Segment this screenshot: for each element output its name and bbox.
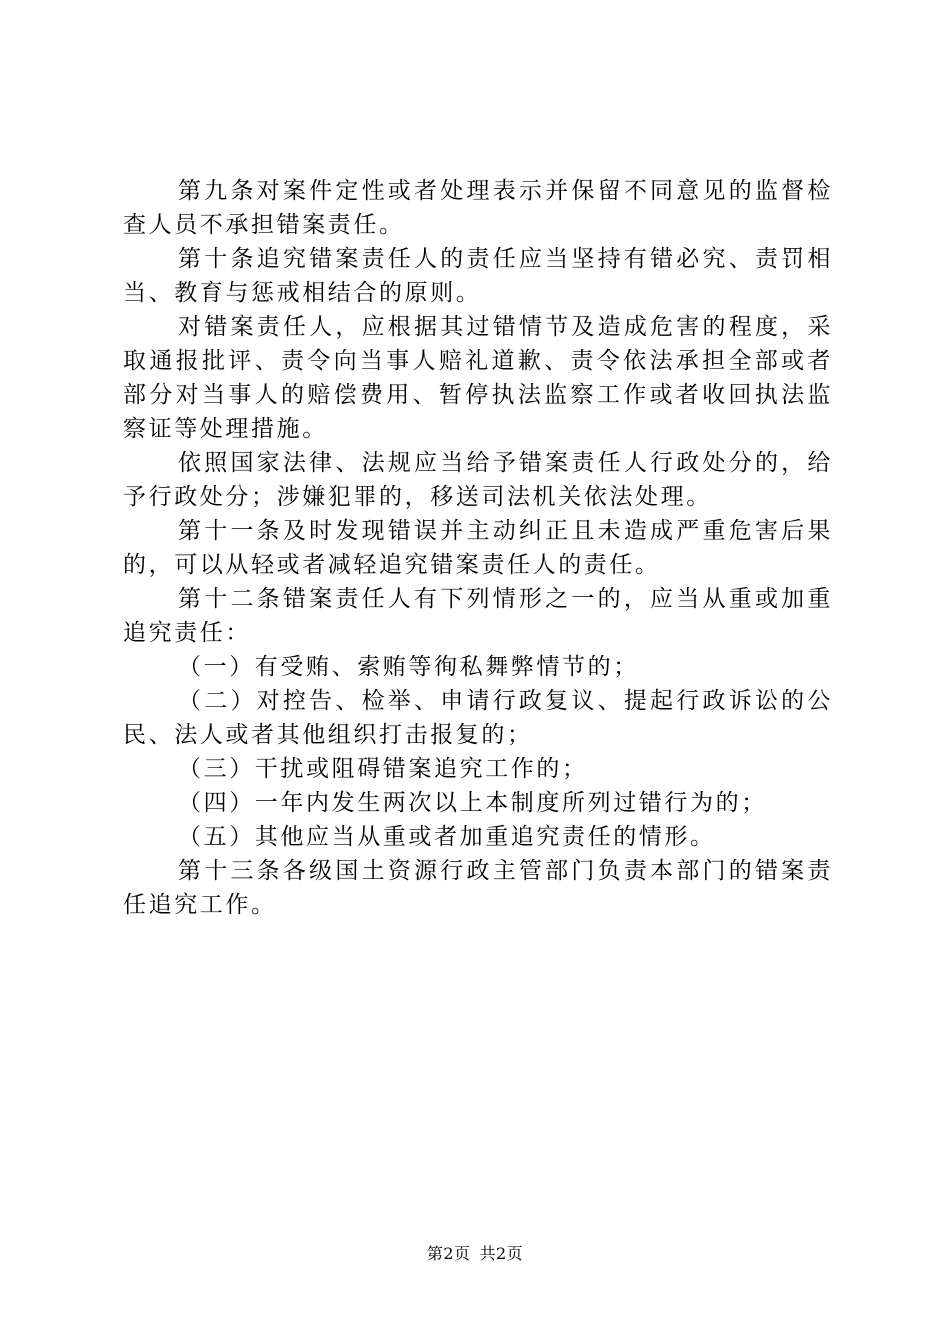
paragraph-penalty-measures: 对错案责任人，应根据其过错情节及造成危害的程度，采取通报批评、责令向当事人赔礼道歉、责令依法承担全部或者部分对当事人的赔偿费用、暂停执法监察工作或者收回执法监察证等处理措施。 [123,314,833,442]
paragraph-article-9: 第九条对案件定性或者处理表示并保留不同意见的监督检查人员不承担错案责任。 [123,178,833,238]
paragraph-administrative-sanction: 依照国家法律、法规应当给予错案责任人行政处分的，给予行政处分；涉嫌犯罪的，移送司法机关依法处理。 [123,450,833,510]
paragraph-article-10: 第十条追究错案责任人的责任应当坚持有错必究、责罚相当、教育与惩戒相结合的原则。 [123,246,833,306]
page-footer [0,1244,950,1264]
list-item-5: （五）其他应当从重或者加重追究责任的情形。 [178,824,716,850]
list-item-4: （四）一年内发生两次以上本制度所列过错行为的； [178,790,767,816]
document-body [123,174,833,922]
page-total: 共2页 [479,1244,524,1263]
list-item-1: （一）有受贿、索贿等徇私舞弊情节的； [178,654,639,680]
paragraph-article-12: 第十二条错案责任人有下列情形之一的，应当从重或加重追究责任： [123,586,833,646]
page-number: 第2页 [426,1244,471,1263]
list-item-2: （二）对控告、检举、申请行政复议、提起行政诉讼的公民、法人或者其他组织打击报复的； [123,688,833,748]
paragraph-article-11: 第十一条及时发现错误并主动纠正且未造成严重危害后果的，可以从轻或者减轻追究错案责任人的责任。 [123,518,833,578]
list-item-3: （三）干扰或阻碍错案追究工作的； [178,756,588,782]
paragraph-article-13: 第十三条各级国土资源行政主管部门负责本部门的错案责任追究工作。 [123,858,833,918]
